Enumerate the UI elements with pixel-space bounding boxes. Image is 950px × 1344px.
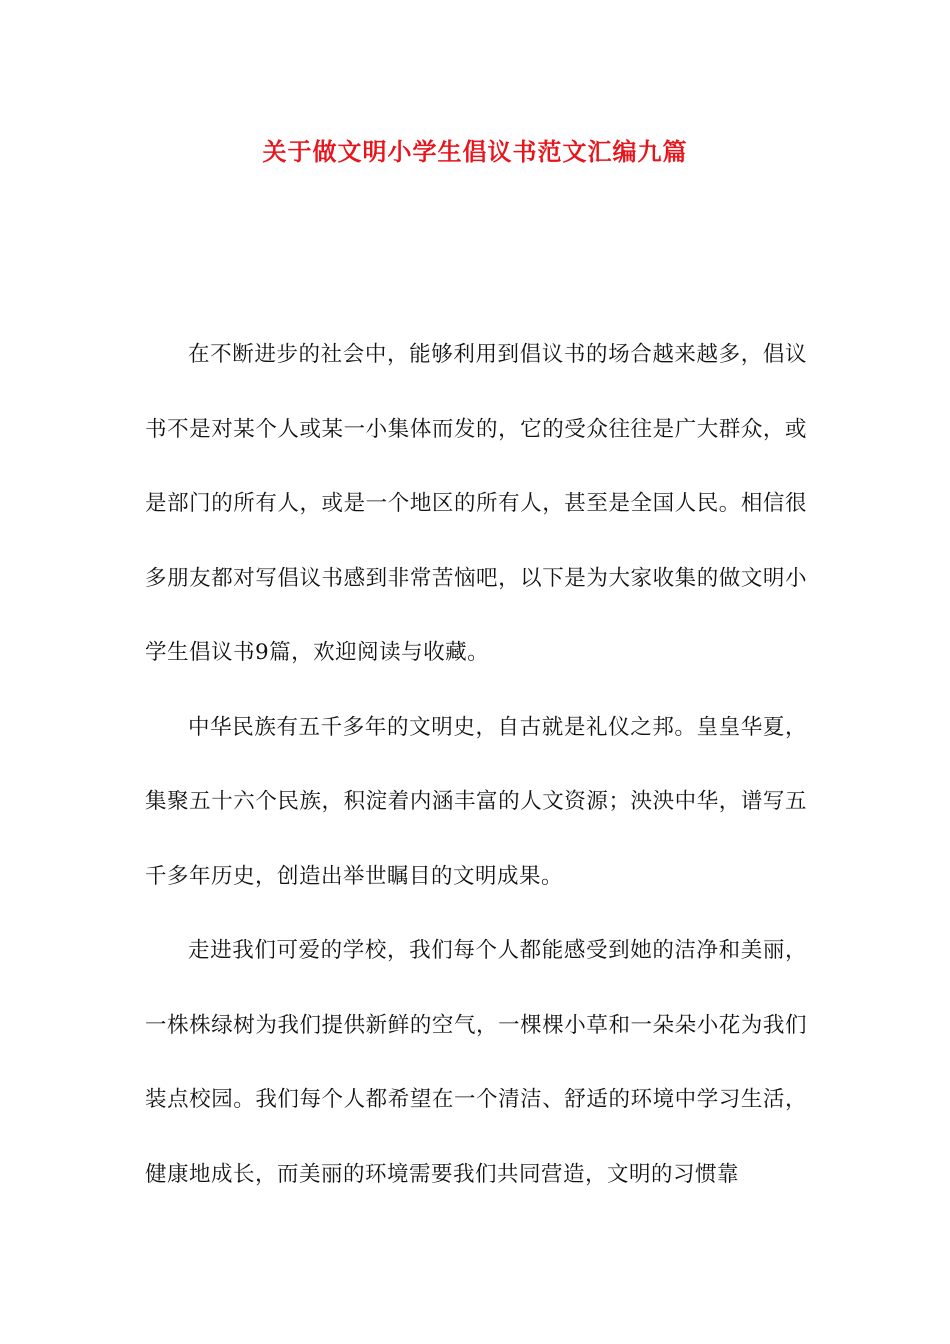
- paragraph-school: 走进我们可爱的学校，我们每个人都能感受到她的洁净和美丽，一株株绿树为我们提供新鲜的空气，一棵棵小草和一朵朵小花为我们装点校园。我们每个人都希望在一个清洁、舒适的环境中学习生活，健康地成长，而美丽的环境需要我们共同营造，文明的习惯靠: [145, 938, 807, 1187]
- paragraph-civilization: 中华民族有五千多年的文明史，自古就是礼仪之邦。皇皇华夏，集聚五十六个民族，积淀着内涵丰富的人文资源；泱泱中华，谱写五千多年历史，创造出举世瞩目的文明成果。: [145, 714, 807, 889]
- document-body: [145, 318, 807, 1212]
- paragraph-intro: 在不断进步的社会中，能够利用到倡议书的场合越来越多，倡议书不是对某个人或某一小集体而发的，它的受众往往是广大群众，或是部门的所有人，或是一个地区的所有人，甚至是全国人民。相信很多朋友都对写倡议书感到非常苦恼吧，以下是为大家收集的做文明小学生倡议书9篇，欢迎阅读与收藏。: [145, 342, 807, 665]
- document-title: 关于做文明小学生倡议书范文汇编九篇: [262, 137, 688, 166]
